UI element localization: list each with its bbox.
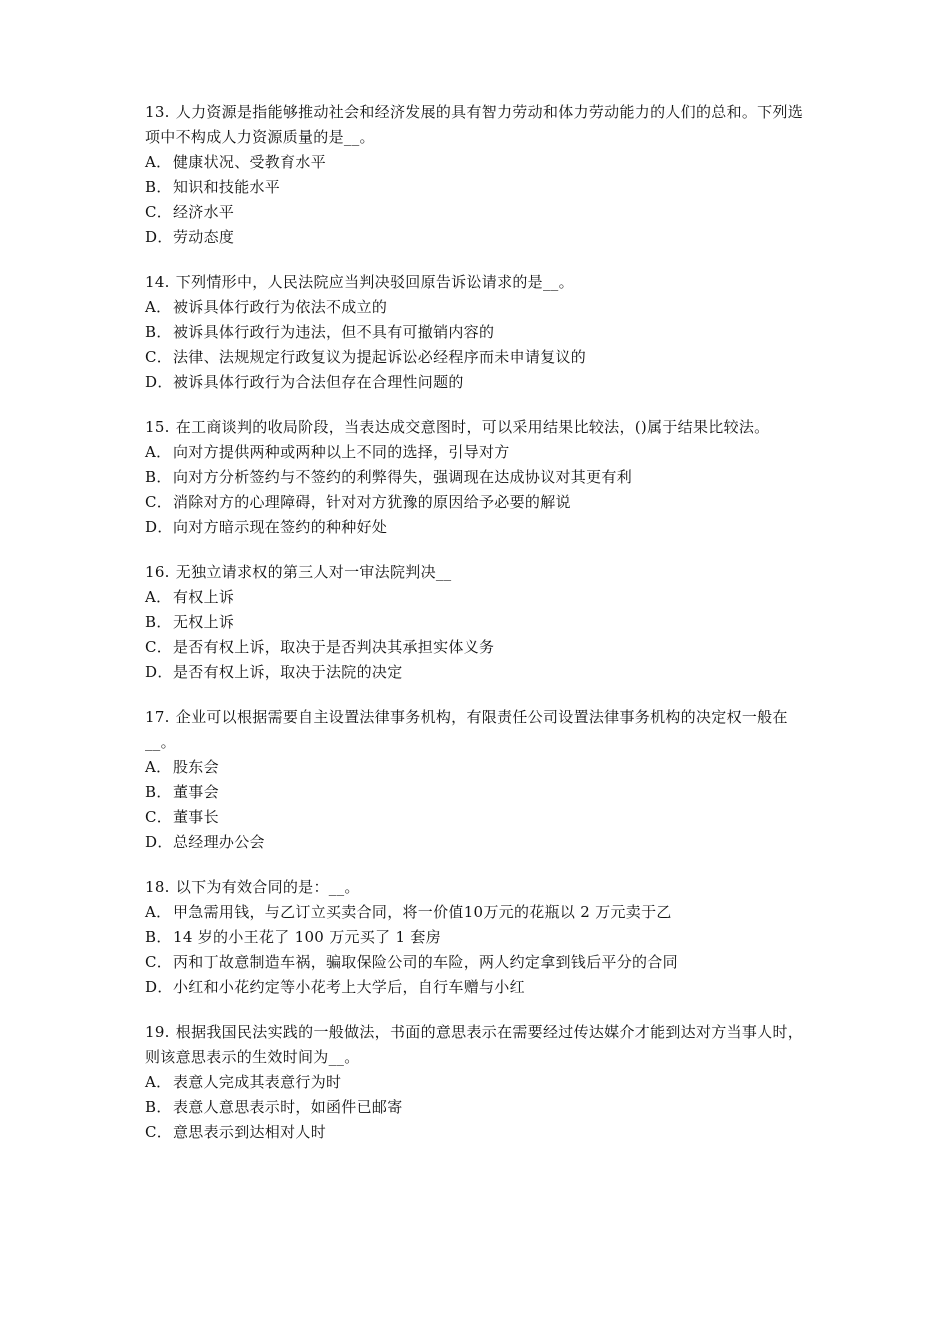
option-letter: C． (145, 1123, 173, 1141)
option-d (145, 975, 815, 1000)
option-letter: A． (145, 443, 172, 461)
question-number: 19. (145, 1023, 170, 1041)
option-letter: D． (145, 833, 173, 851)
option-letter: B． (145, 613, 172, 631)
option-letter: B． (145, 1098, 172, 1116)
question-text: 根据我国民法实践的一般做法，书面的意思表示在需要经过传达媒介才能到达对方当事人时，则该意思表示的生效时间为__。 (145, 1023, 804, 1066)
question-14 (145, 270, 815, 395)
option-letter: C． (145, 203, 173, 221)
option-text: 董事长 (173, 808, 219, 826)
option-a (145, 295, 815, 320)
option-letter: B． (145, 178, 172, 196)
option-letter: D． (145, 978, 173, 996)
option-d (145, 830, 815, 855)
option-b (145, 780, 815, 805)
option-letter: C． (145, 953, 173, 971)
option-letter: A． (145, 903, 172, 921)
question-text: 以下为有效合同的是：__。 (175, 878, 360, 896)
question-stem (145, 1020, 815, 1070)
option-a (145, 900, 815, 925)
option-text: 是否有权上诉，取决于法院的决定 (173, 663, 403, 681)
option-d (145, 660, 815, 685)
option-text: 向对方暗示现在签约的种种好处 (173, 518, 388, 536)
option-letter: C． (145, 348, 173, 366)
question-number: 17. (145, 708, 170, 726)
option-text: 表意人意思表示时，如函件已邮寄 (173, 1098, 403, 1116)
option-text: 甲急需用钱，与乙订立买卖合同，将一价值10万元的花瓶以 2 万元卖于乙 (173, 903, 672, 921)
question-stem (145, 270, 815, 295)
option-text: 被诉具体行政行为依法不成立的 (173, 298, 388, 316)
option-text: 向对方提供两种或两种以上不同的选择，引导对方 (173, 443, 510, 461)
question-text: 下列情形中，人民法院应当判决驳回原告诉讼请求的是__。 (175, 273, 574, 291)
option-a (145, 150, 815, 175)
option-text: 有权上诉 (173, 588, 235, 606)
question-17 (145, 705, 815, 855)
option-text: 无权上诉 (173, 613, 235, 631)
option-letter: D． (145, 518, 173, 536)
question-text: 无独立请求权的第三人对一审法院判决__ (175, 563, 452, 581)
option-letter: D． (145, 663, 173, 681)
option-text: 总经理办公会 (173, 833, 265, 851)
option-letter: B． (145, 468, 172, 486)
question-stem (145, 100, 815, 150)
option-a (145, 1070, 815, 1095)
option-b (145, 1095, 815, 1120)
option-d (145, 515, 815, 540)
option-text: 14 岁的小王花了 100 万元买了 1 套房 (173, 928, 442, 946)
option-text: 健康状况、受教育水平 (173, 153, 327, 171)
option-text: 被诉具体行政行为违法，但不具有可撤销内容的 (173, 323, 495, 341)
question-stem (145, 705, 815, 755)
option-c (145, 950, 815, 975)
option-d (145, 370, 815, 395)
question-16 (145, 560, 815, 685)
option-text: 表意人完成其表意行为时 (173, 1073, 342, 1091)
question-15 (145, 415, 815, 540)
document-page (145, 100, 815, 1165)
option-a (145, 440, 815, 465)
option-c (145, 345, 815, 370)
option-c (145, 490, 815, 515)
option-letter: B． (145, 323, 172, 341)
option-text: 意思表示到达相对人时 (173, 1123, 327, 1141)
question-number: 16. (145, 563, 170, 581)
option-letter: A． (145, 153, 172, 171)
option-a (145, 755, 815, 780)
option-letter: A． (145, 758, 172, 776)
question-18 (145, 875, 815, 1000)
option-letter: B． (145, 928, 172, 946)
option-c (145, 805, 815, 830)
option-letter: C． (145, 638, 173, 656)
question-stem (145, 415, 815, 440)
option-text: 知识和技能水平 (173, 178, 281, 196)
option-letter: A． (145, 588, 172, 606)
option-letter: A． (145, 1073, 172, 1091)
option-text: 被诉具体行政行为合法但存在合理性问题的 (173, 373, 464, 391)
option-a (145, 585, 815, 610)
option-b (145, 465, 815, 490)
question-13 (145, 100, 815, 250)
option-b (145, 320, 815, 345)
question-19 (145, 1020, 815, 1145)
option-letter: D． (145, 228, 173, 246)
option-letter: A． (145, 298, 172, 316)
question-number: 13. (145, 103, 170, 121)
option-b (145, 610, 815, 635)
question-text: 在工商谈判的收局阶段，当表达成交意图时，可以采用结果比较法，()属于结果比较法。 (175, 418, 770, 436)
question-stem (145, 875, 815, 900)
question-text: 企业可以根据需要自主设置法律事务机构，有限责任公司设置法律事务机构的决定权一般在__。 (145, 708, 788, 751)
option-letter: D． (145, 373, 173, 391)
question-number: 15. (145, 418, 170, 436)
option-text: 法律、法规规定行政复议为提起诉讼必经程序而未申请复议的 (173, 348, 587, 366)
option-b (145, 175, 815, 200)
option-c (145, 200, 815, 225)
option-letter: C． (145, 808, 173, 826)
question-stem (145, 560, 815, 585)
option-c (145, 635, 815, 660)
option-b (145, 925, 815, 950)
option-text: 丙和丁故意制造车祸，骗取保险公司的车险，两人约定拿到钱后平分的合同 (173, 953, 678, 971)
question-text: 人力资源是指能够推动社会和经济发展的具有智力劳动和体力劳动能力的人们的总和。下列选项中不构成人力资源质量的是__。 (145, 103, 804, 146)
option-text: 董事会 (173, 783, 219, 801)
option-text: 向对方分析签约与不签约的利弊得失，强调现在达成协议对其更有利 (173, 468, 633, 486)
option-text: 是否有权上诉，取决于是否判决其承担实体义务 (173, 638, 495, 656)
option-letter: C． (145, 493, 173, 511)
option-text: 消除对方的心理障碍，针对对方犹豫的原因给予必要的解说 (173, 493, 571, 511)
question-number: 14. (145, 273, 170, 291)
option-text: 股东会 (173, 758, 219, 776)
question-number: 18. (145, 878, 170, 896)
option-text: 劳动态度 (173, 228, 235, 246)
option-text: 小红和小花约定等小花考上大学后，自行车赠与小红 (173, 978, 525, 996)
option-d (145, 225, 815, 250)
option-letter: B． (145, 783, 172, 801)
option-text: 经济水平 (173, 203, 235, 221)
option-c (145, 1120, 815, 1145)
